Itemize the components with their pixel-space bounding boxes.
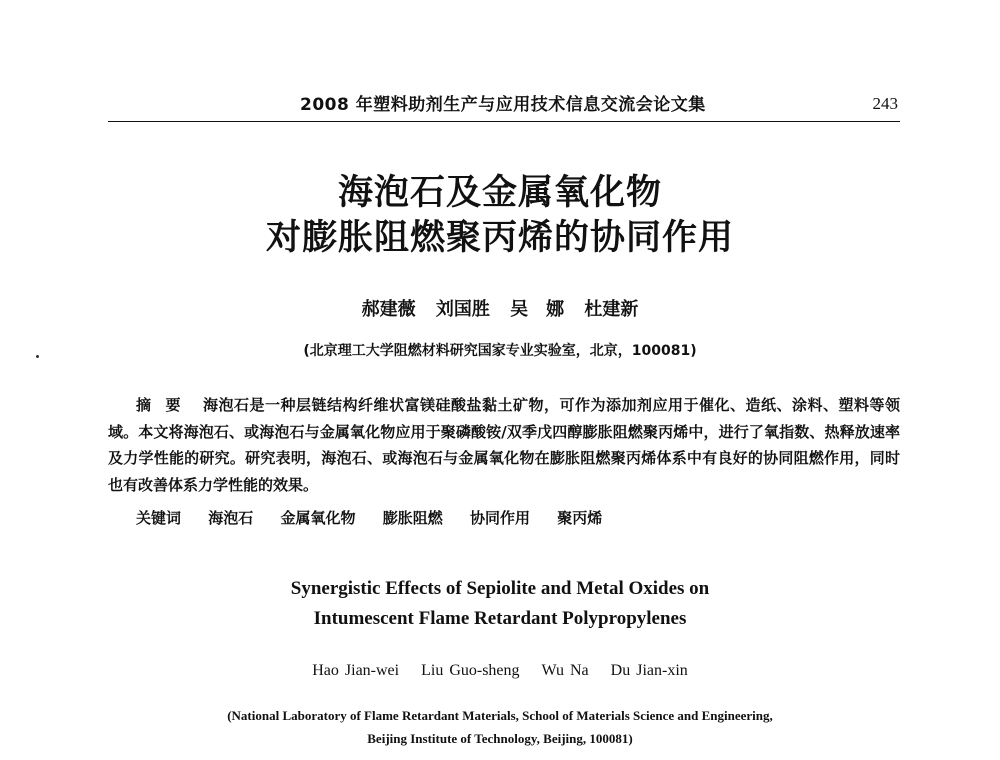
author-name: Wu Na (541, 662, 589, 679)
chinese-title-line-2: 对膨胀阻燃聚丙烯的协同作用 (265, 217, 734, 258)
author-name: 刘国胜 (435, 299, 490, 320)
english-title-line-1: Synergistic Effects of Sepiolite and Metal Oxides on (290, 578, 710, 599)
keyword: 协同作用 (470, 509, 531, 527)
chinese-abstract (108, 392, 900, 498)
keywords-label: 关键词 (136, 509, 182, 527)
author-name: Du Jian-xin (610, 662, 688, 679)
english-title-line-2: Intumescent Flame Retardant Polypropylenes (313, 608, 687, 629)
abstract-text: 海泡石是一种层链结构纤维状富镁硅酸盐黏土矿物，可作为添加剂应用于催化、造纸、涂料、塑料等领域。本文将海泡石、或海泡石与金属氧化物应用于聚磷酸铵/双季戊四醇膨胀阻燃聚丙烯中，进行了氧指数、热释放速率及力学性能的研究。研究表明，海泡石、或海泡石与金属氧化物在膨胀阻燃聚丙烯体系中有良好的协同阻燃作用，同时也有改善体系力学性能的效果。 (108, 396, 900, 494)
scan-speck (36, 355, 39, 358)
author-name: 吴 娜 (510, 299, 565, 320)
author-name: 杜建新 (584, 299, 639, 320)
keyword: 海泡石 (208, 509, 254, 527)
chinese-title-line-1: 海泡石及金属氧化物 (337, 172, 662, 213)
page-number: 243 (872, 94, 898, 113)
running-header (108, 88, 898, 118)
author-name: Hao Jian-wei (312, 662, 400, 679)
abstract-label: 摘要 (136, 396, 195, 414)
author-name: Liu Guo-sheng (421, 662, 520, 679)
proceedings-title: 2008 年塑料助剂生产与应用技术信息交流会论文集 (300, 95, 706, 115)
header-rule (108, 121, 900, 122)
english-authors (0, 662, 1000, 680)
chinese-keywords (136, 507, 906, 528)
keyword: 聚丙烯 (557, 509, 603, 527)
english-affiliation-line-2: Beijing Institute of Technology, Beijing, 100081) (367, 731, 633, 746)
english-affiliation-line-1: (National Laboratory of Flame Retardant Materials, School of Materials Science and Engineering, (227, 708, 773, 723)
chinese-authors (0, 295, 1000, 321)
keyword: 膨胀阻燃 (382, 509, 443, 527)
keyword: 金属氧化物 (280, 509, 356, 527)
chinese-affiliation: (北京理工大学阻燃材料研究国家专业实验室，北京，100081) (303, 343, 697, 359)
author-name: 郝建薇 (361, 299, 416, 320)
